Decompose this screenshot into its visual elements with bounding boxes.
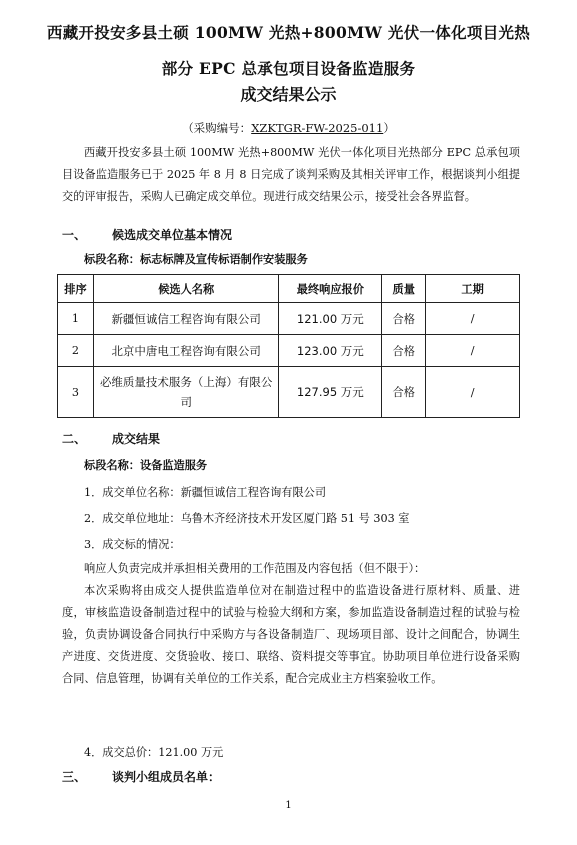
table-row	[58, 335, 520, 367]
section-2-heading	[62, 430, 160, 447]
ref-code: XZKTGR-FW-2025-011	[251, 121, 384, 135]
ref-suffix: ）	[383, 121, 395, 135]
cell-quality: 合格	[382, 367, 426, 418]
section-3-number: 三、	[62, 770, 87, 784]
result-scope-intro: 响应人负责完成并承担相关费用的工作范围及内容包括（但不限于）：	[84, 562, 426, 575]
section-3-title: 谈判小组成员名单：	[112, 770, 221, 784]
section-1-heading	[62, 226, 232, 243]
intro-paragraph: 西藏开投安多县土硕 100MW 光热+800MW 光伏一体化项目光热部分 EPC 总承包项目设备监造服务已于 2025 年 8 月 8 日完成了谈判采购及其相关评审工作，根据谈判小组提交的评审报告，采购人已确定成交单位。现进行成交结果公示，接受社会各界监督。	[62, 146, 520, 203]
cell-quality: 合格	[382, 335, 426, 367]
cell-rank: 2	[58, 335, 94, 367]
cell-price: 123.00 万元	[279, 335, 382, 367]
cell-name: 必维质量技术服务（上海）有限公司	[93, 367, 279, 418]
section-1-number: 一、	[62, 228, 87, 242]
page-number: 1	[285, 800, 292, 811]
cell-price: 121.00 万元	[279, 303, 382, 335]
table-header-row	[58, 275, 520, 303]
procurement-number	[40, 120, 537, 136]
cell-name: 北京中唐电工程咨询有限公司	[93, 335, 279, 367]
section-1-title: 候选成交单位基本情况	[112, 228, 233, 242]
table-row	[58, 367, 520, 418]
cell-period: /	[426, 303, 520, 335]
header-period: 工期	[426, 275, 520, 303]
cell-name: 新疆恒诚信工程咨询有限公司	[93, 303, 279, 335]
ref-prefix: （采购编号：	[182, 121, 252, 135]
result-target-label: 3．成交标的情况：	[84, 538, 181, 551]
header-name: 候选人名称	[93, 275, 279, 303]
section-3-heading	[62, 768, 220, 785]
cell-quality: 合格	[382, 303, 426, 335]
document-subtitle: 成交结果公示	[240, 85, 337, 104]
cell-period: /	[426, 335, 520, 367]
result-total: 4．成交总价：121.00 万元	[84, 746, 224, 759]
lot-1-label: 标段名称：标志标牌及宣传标语制作安装服务	[84, 252, 308, 266]
result-unit-name: 1．成交单位名称：新疆恒诚信工程咨询有限公司	[84, 486, 327, 499]
cell-period: /	[426, 367, 520, 418]
title-line-2: 部分 EPC 总承包项目设备监造服务	[161, 59, 416, 78]
section-2-number: 二、	[62, 432, 87, 446]
header-price: 最终响应报价	[279, 275, 382, 303]
cell-rank: 3	[58, 367, 94, 418]
header-quality: 质量	[382, 275, 426, 303]
section-2-title: 成交结果	[112, 432, 161, 446]
result-scope-body: 本次采购将由成交人提供监造单位对在制造过程中的监造设备进行原材料、质量、进度，审核监造设备制造过程中的试验与检验大纲和方案，参加监造设备制造过程的试验与检验，负责协调设备合同执行中采购方与各设备制造厂、现场项目部、设计之间配合，协调生产进度、交货进度、交货验收、接口、联络、资料提交等事宜。协助项目单位进行设备采购合同、信息管理，协调有关单位的工作关系，配合完成业主方档案验收工作。	[62, 584, 520, 685]
cell-rank: 1	[58, 303, 94, 335]
cell-price: 127.95 万元	[279, 367, 382, 418]
header-rank: 排序	[58, 275, 94, 303]
table-row	[58, 303, 520, 335]
candidate-table	[57, 274, 520, 418]
document-title	[40, 20, 537, 82]
result-unit-address: 2．成交单位地址：乌鲁木齐经济技术开发区厦门路 51 号 303 室	[84, 512, 410, 525]
title-line-1: 西藏开投安多县土硕 100MW 光热+800MW 光伏一体化项目光热	[46, 23, 531, 42]
lot-2-label: 标段名称：设备监造服务	[84, 458, 208, 472]
